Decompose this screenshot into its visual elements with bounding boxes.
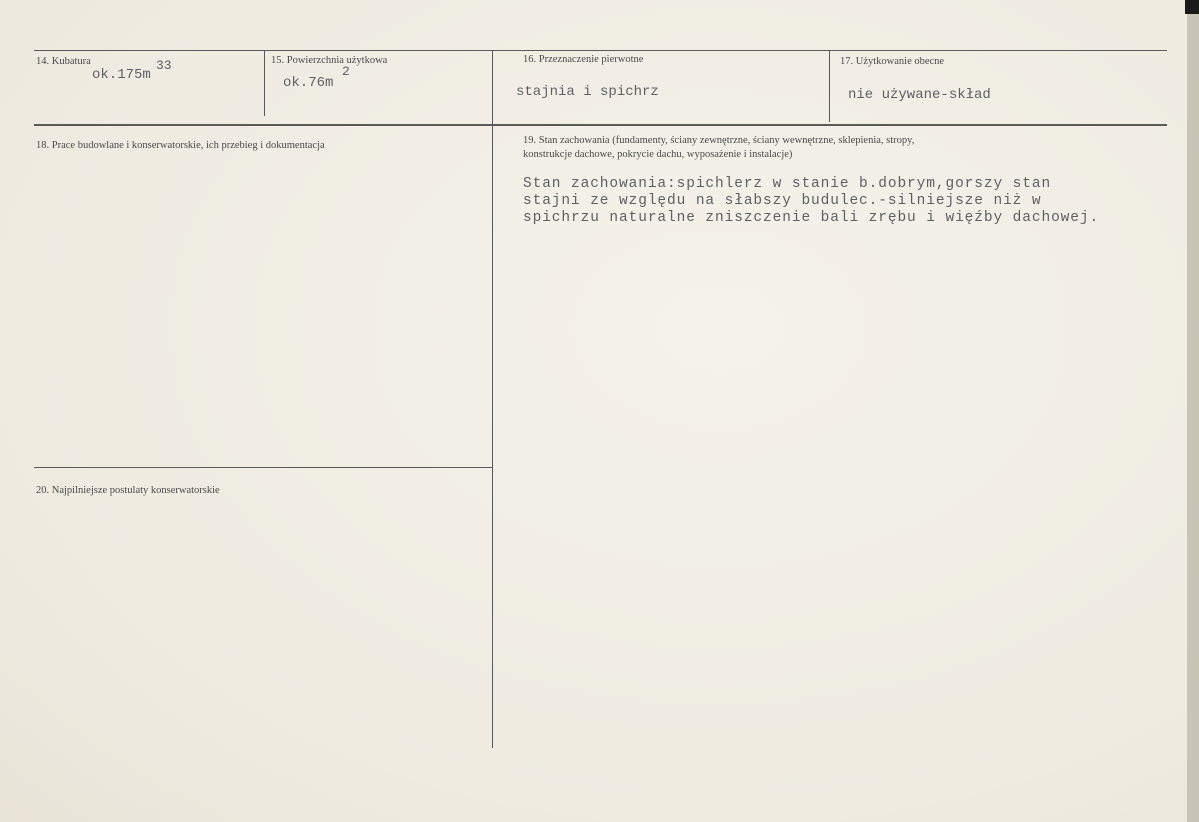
przeznaczenie-label: 16. Przeznaczenie pierwotne: [523, 54, 644, 65]
powierzchnia-superscript: 2: [342, 64, 350, 79]
stan-zachowania-label-line1: 19. Stan zachowania (fundamenty, ściany zewnętrzne, ściany wewnętrzne, sklepienia, stropy,: [523, 135, 915, 146]
column-divider-main: [492, 50, 493, 748]
powierzchnia-value: ok.76m: [283, 75, 334, 91]
stan-zachowania-text-line1: Stan zachowania:spichlerz w stanie b.dobrym,gorszy stan: [523, 176, 1052, 192]
stan-zachowania-text-line2: stajni ze względu na słabszy budulec.-silniejsze niż w: [523, 193, 1042, 209]
kubatura-value: ok.175m: [92, 67, 151, 83]
column-divider-1: [264, 50, 265, 116]
stan-zachowania-label-line2: konstrukcje dachowe, pokrycie dachu, wyposażenie i instalacje): [523, 149, 793, 160]
card-edge: [1187, 0, 1199, 822]
uzytkowanie-value: nie używane-skład: [848, 87, 991, 103]
przeznaczenie-value: stajnia i spichrz: [516, 84, 659, 100]
top-rule: [34, 50, 1167, 51]
section-divider: [34, 467, 492, 468]
column-divider-3: [829, 50, 830, 122]
kubatura-label: 14. Kubatura: [36, 56, 91, 67]
uzytkowanie-label: 17. Użytkowanie obecne: [840, 56, 945, 67]
card-corner: [1185, 0, 1199, 14]
stan-zachowania-text-line3: spichrzu naturalne zniszczenie bali zrębu i więźby dachowej.: [523, 210, 1100, 226]
kubatura-superscript: 33: [156, 58, 172, 73]
powierzchnia-label: 15. Powierzchnia użytkowa: [271, 55, 388, 66]
postulaty-label: 20. Najpilniejsze postulaty konserwatorskie: [36, 485, 220, 496]
prace-budowlane-label: 18. Prace budowlane i konserwatorskie, ich przebieg i dokumentacja: [36, 140, 325, 151]
row-divider: [34, 124, 1167, 126]
